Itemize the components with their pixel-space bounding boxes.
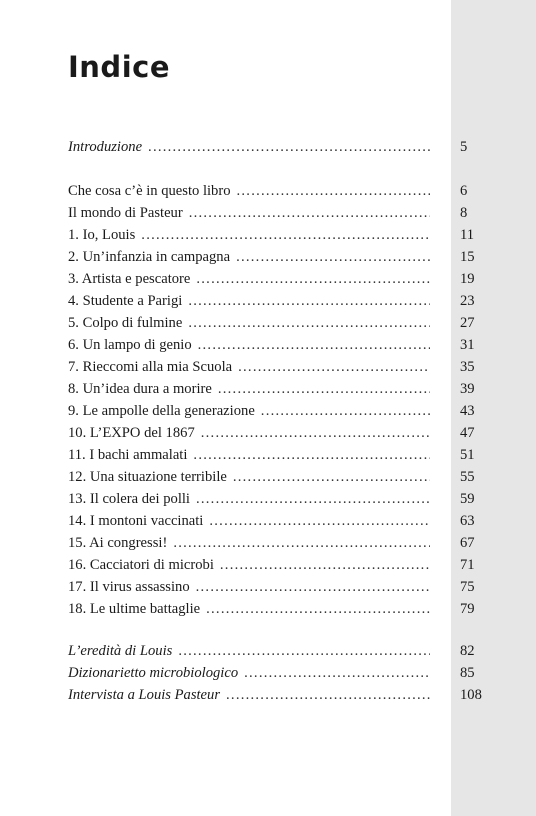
toc-entry-title-group: [68, 466, 438, 488]
dot-leader: [218, 378, 430, 400]
dot-leader: [189, 202, 430, 224]
toc-entry-page-number: 67: [460, 535, 475, 551]
dot-leader: [238, 356, 430, 378]
toc-entry: [68, 554, 483, 576]
toc-entry: [68, 532, 483, 554]
page-title: Indice: [68, 50, 170, 84]
toc-entry-title: 8. Un’idea dura a morire: [68, 381, 212, 397]
toc-entry-title-group: [68, 400, 438, 422]
toc-entry: [68, 444, 483, 466]
toc-entry-title: Dizionarietto microbiologico: [68, 665, 239, 681]
toc-entry-title-group: [68, 136, 438, 158]
toc-entry-title: 16. Cacciatori di microbi: [68, 557, 214, 573]
toc-entry-page-number: 43: [460, 403, 475, 419]
toc-entry: [68, 640, 483, 662]
toc-entry-title: Introduzione: [68, 139, 143, 155]
toc-entry-page-number: 6: [460, 183, 468, 199]
toc-entry: [68, 510, 483, 532]
toc-entry-title-group: [68, 246, 438, 268]
toc-entry-title-group: [68, 312, 438, 334]
toc-entry-page-number: 5: [460, 139, 468, 155]
dot-leader: [196, 488, 430, 510]
toc-entry-page-number: 11: [460, 227, 475, 243]
toc-entry-page-number: 71: [460, 557, 475, 573]
dot-leader: [201, 422, 430, 444]
toc-entry: [68, 422, 483, 444]
dot-leader: [237, 180, 430, 202]
toc-entry-title: 18. Le ultime battaglie: [68, 601, 201, 617]
toc-entry-title: 13. Il colera dei polli: [68, 491, 190, 507]
toc-entry-title: L’eredità di Louis: [68, 643, 173, 659]
toc-entry-page-number: 82: [460, 643, 475, 659]
toc-entry-title: 4. Studente a Parigi: [68, 293, 183, 309]
toc-entry-page-number: 79: [460, 601, 475, 617]
toc-entry-title-group: [68, 662, 438, 684]
toc-entry-page-number: 23: [460, 293, 475, 309]
toc-entry: [68, 180, 483, 202]
toc-entry: [68, 684, 483, 706]
toc-entry-title-group: [68, 224, 438, 246]
toc-entry-title: 5. Colpo di fulmine: [68, 315, 183, 331]
toc-entry-title-group: [68, 488, 438, 510]
dot-leader: [198, 334, 430, 356]
toc-entry-title-group: [68, 356, 438, 378]
dot-leader: [173, 532, 430, 554]
toc-entry-title-group: [68, 444, 438, 466]
toc-entry: [68, 334, 483, 356]
toc-entry-title: 17. Il virus assassino: [68, 579, 190, 595]
dot-leader: [188, 290, 430, 312]
toc-entry-title-group: [68, 334, 438, 356]
toc-entry: [68, 224, 483, 246]
toc-entry: [68, 136, 483, 158]
dot-leader: [206, 598, 430, 620]
dot-leader: [188, 312, 430, 334]
toc-entry-title: 7. Rieccomi alla mia Scuola: [68, 359, 233, 375]
toc-entry: [68, 488, 483, 510]
toc-entry-title: 1. Io, Louis: [68, 227, 136, 243]
toc-entry-title: Intervista a Louis Pasteur: [68, 687, 221, 703]
toc-entry-page-number: 55: [460, 469, 475, 485]
dot-leader: [244, 662, 430, 684]
toc-entry-title-group: [68, 290, 438, 312]
toc-entry-page-number: 35: [460, 359, 475, 375]
toc-entry-page-number: 108: [460, 687, 482, 703]
toc-entry-title-group: [68, 640, 438, 662]
toc-entry-title-group: [68, 180, 438, 202]
dot-leader: [220, 554, 430, 576]
toc-entry: [68, 356, 483, 378]
dot-leader: [148, 136, 430, 158]
toc-entry-title: 15. Ai congressi!: [68, 535, 168, 551]
dot-leader: [233, 466, 430, 488]
dot-leader: [196, 576, 430, 598]
toc-entry-title: 9. Le ampolle della generazione: [68, 403, 255, 419]
toc-entry-title: 6. Un lampo di genio: [68, 337, 192, 353]
toc-entry-page-number: 51: [460, 447, 475, 463]
dot-leader: [196, 268, 430, 290]
toc-entry-page-number: 63: [460, 513, 475, 529]
toc-entry: [68, 378, 483, 400]
dot-leader: [236, 246, 430, 268]
toc-entry-title: 3. Artista e pescatore: [68, 271, 191, 287]
toc-entry-title: Il mondo di Pasteur: [68, 205, 183, 221]
toc-entry-title-group: [68, 532, 438, 554]
toc-entry: [68, 290, 483, 312]
toc-entry-title-group: [68, 684, 438, 706]
toc-entry-title: 10. L’EXPO del 1867: [68, 425, 195, 441]
toc-entry-title-group: [68, 510, 438, 532]
toc-entry: [68, 312, 483, 334]
toc-entry-title-group: [68, 202, 438, 224]
toc-entry-title-group: [68, 576, 438, 598]
toc-entry: [68, 598, 483, 620]
toc-entry: [68, 662, 483, 684]
toc-entry-title-group: [68, 378, 438, 400]
toc-entry-title: Che cosa c’è in questo libro: [68, 183, 231, 199]
toc-entry-title-group: [68, 598, 438, 620]
toc-entry-page-number: 39: [460, 381, 475, 397]
dot-leader: [141, 224, 430, 246]
toc-entry: [68, 246, 483, 268]
toc-entry-title: 2. Un’infanzia in campagna: [68, 249, 231, 265]
toc-entry: [68, 576, 483, 598]
toc-entry: [68, 268, 483, 290]
toc-entry-title-group: [68, 268, 438, 290]
toc-entry-title: 11. I bachi ammalati: [68, 447, 188, 463]
toc-entry-title: 14. I montoni vaccinati: [68, 513, 204, 529]
toc-entry-page-number: 15: [460, 249, 475, 265]
toc-entry: [68, 466, 483, 488]
toc-entry-page-number: 19: [460, 271, 475, 287]
toc-entry-page-number: 75: [460, 579, 475, 595]
toc-entry-page-number: 31: [460, 337, 475, 353]
toc-entry-page-number: 85: [460, 665, 475, 681]
toc-entry-title-group: [68, 554, 438, 576]
toc-entry: [68, 202, 483, 224]
dot-leader: [261, 400, 430, 422]
toc-entry-page-number: 27: [460, 315, 475, 331]
toc-entry-title-group: [68, 422, 438, 444]
dot-leader: [193, 444, 430, 466]
dot-leader: [178, 640, 430, 662]
toc-entry-title: 12. Una situazione terribile: [68, 469, 227, 485]
toc-entry-page-number: 47: [460, 425, 475, 441]
toc-entry-page-number: 59: [460, 491, 475, 507]
toc-entry-page-number: 8: [460, 205, 468, 221]
dot-leader: [226, 684, 430, 706]
toc-entry: [68, 400, 483, 422]
dot-leader: [209, 510, 430, 532]
